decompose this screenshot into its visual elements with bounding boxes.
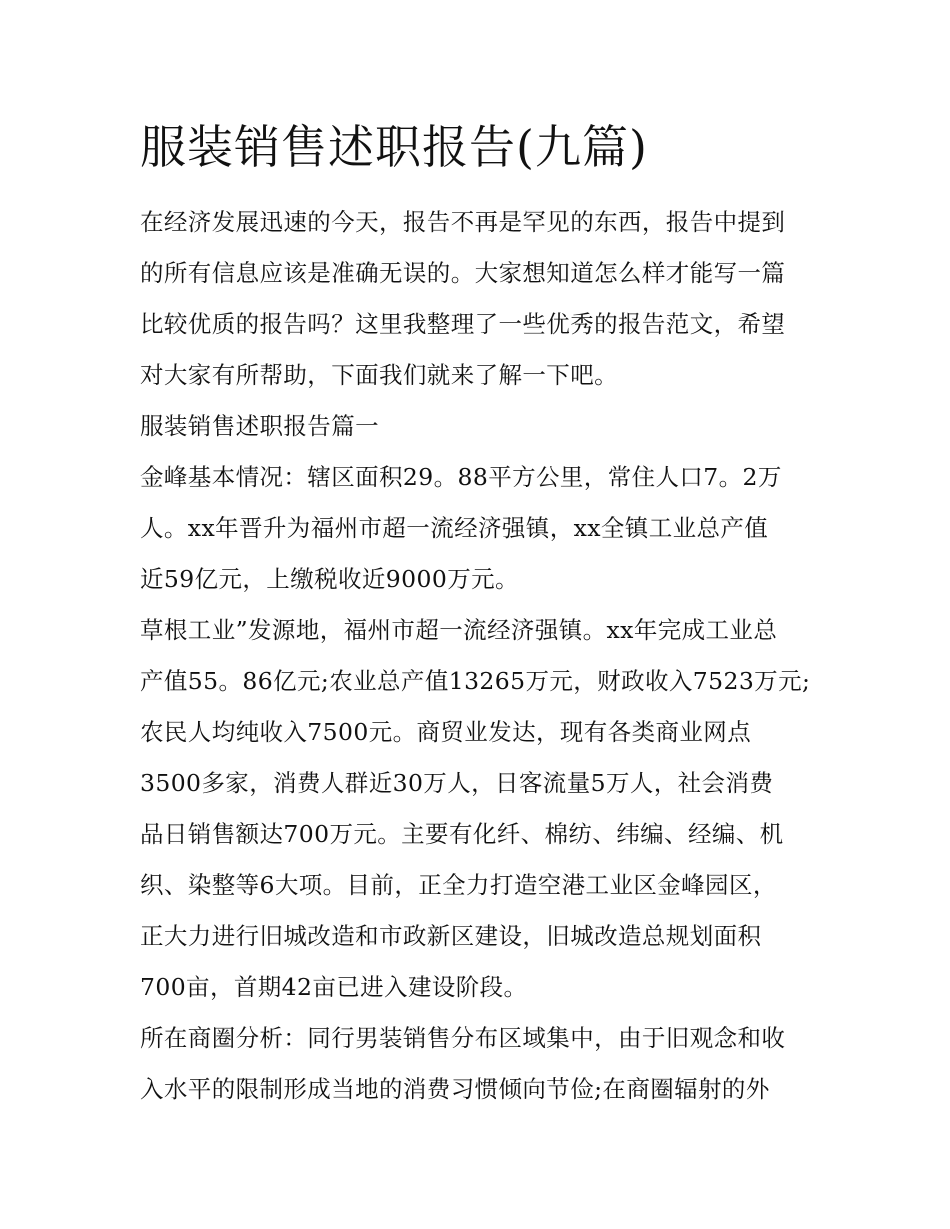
paragraph-line: 品日销售额达700万元。主要有化纤、棉纺、纬编、经编、机	[140, 820, 784, 848]
paragraph-line: 织、染整等6大项。目前，正全力打造空港工业区金峰园区，	[140, 871, 777, 899]
section-heading: 服装销售述职报告篇一	[140, 412, 379, 440]
document-body	[140, 197, 820, 1115]
paragraph-line: 人。xx年晋升为福州市超一流经济强镇，xx全镇工业总产值	[140, 514, 769, 542]
paragraph-line: 产值55。86亿元;农业总产值13265万元，财政收入7523万元;	[140, 667, 811, 695]
paragraph-line: 草根工业”发源地，福州市超一流经济强镇。xx年完成工业总	[140, 616, 778, 644]
paragraph-line: 的所有信息应该是准确无误的。大家想知道怎么样才能写一篇	[140, 259, 786, 287]
paragraph-line: 在经济发展迅速的今天，报告不再是罕见的东西，报告中提到	[140, 208, 786, 236]
paragraph-line: 正大力进行旧城改造和市政新区建设，旧城改造总规划面积	[140, 922, 762, 950]
paragraph-line: 所在商圈分析：同行男装销售分布区域集中，由于旧观念和收	[140, 1024, 786, 1052]
paragraph-line: 3500多家，消费人群近30万人，日客流量5万人，社会消费	[140, 769, 774, 797]
paragraph-line: 金峰基本情况：辖区面积29。88平方公里，常住人口7。2万	[140, 463, 782, 491]
paragraph-line: 700亩，首期42亩已进入建设阶段。	[140, 973, 528, 1001]
paragraph-line: 入水平的限制形成当地的消费习惯倾向节俭;在商圈辐射的外	[140, 1075, 770, 1103]
paragraph-line: 近59亿元，上缴税收近9000万元。	[140, 565, 519, 593]
paragraph-line: 比较优质的报告吗？这里我整理了一些优秀的报告范文，希望	[140, 310, 786, 338]
paragraph-line: 对大家有所帮助，下面我们就来了解一下吧。	[140, 361, 618, 389]
document-title: 服装销售述职报告(九篇)	[140, 120, 648, 174]
paragraph-line: 农民人均纯收入7500元。商贸业发达，现有各类商业网点	[140, 718, 752, 746]
